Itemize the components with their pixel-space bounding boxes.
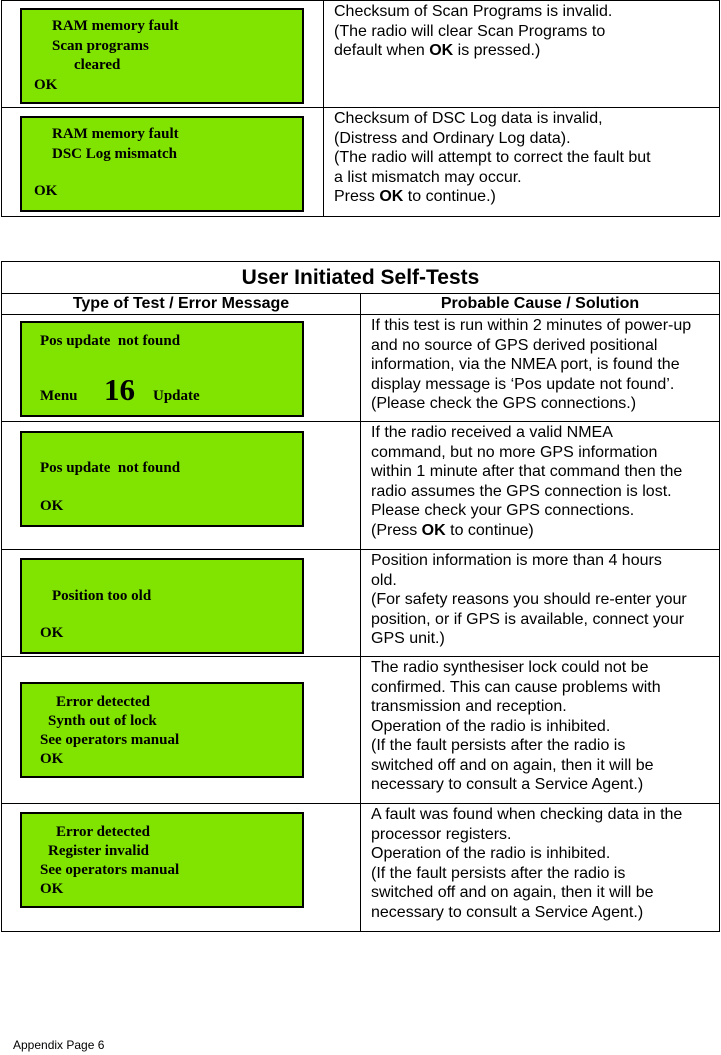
description-cell: Checksum of Scan Programs is invalid. (The radio will clear Scan Programs to default when OK is pressed.) [324,1,720,108]
self-tests-table [1,261,720,932]
lcd-display [20,8,304,104]
lcd-line: Synth out of lock [48,713,157,729]
lcd-cell [2,422,361,550]
table-row [2,804,720,932]
lcd-line: Pos update not found [40,460,181,476]
table-row [2,550,720,657]
lcd-line: Position too old [52,588,152,604]
lcd-display [20,321,304,417]
description-cell: If the radio received a valid NMEA command, but no more GPS information within 1 minute after that command then the radio assumes the GPS connection is lost. Please check your GPS connections. (Press OK to continue) [361,422,720,550]
description-cell: If this test is run within 2 minutes of power-up and no source of GPS derived positional information, via the NMEA port, is found the display message is ‘Pos update not found’. (Please check the GPS connections.) [361,315,720,422]
description-cell: Checksum of DSC Log data is invalid, (Distress and Ordinary Log data). (The radio will attempt to correct the fault but a list mismatch may occur. Press OK to continue.) [324,108,720,217]
lcd-line: Register invalid [48,843,149,859]
lcd-display [20,682,304,778]
lcd-line: RAM memory fault [52,18,179,34]
table-row [2,1,720,108]
page-footer: Appendix Page 6 [13,1038,105,1052]
lcd-cell [2,550,361,657]
lcd-display [20,812,304,908]
table-header-row [2,294,720,315]
lcd-line: OK [40,625,64,641]
lcd-line: Pos update not found [40,333,181,349]
lcd-display [20,116,304,212]
lcd-line: DSC Log mismatch [52,146,178,162]
lcd-line: See operators manual [40,732,180,748]
lcd-line: OK [40,498,64,514]
lcd-cell [2,1,324,108]
fault-table-top [1,0,720,217]
table-row [2,108,720,217]
lcd-line: Error detected [56,694,150,710]
lcd-display [20,431,304,527]
lcd-line: OK [40,751,64,767]
channel-number: 16 [104,372,135,407]
table-title-row [2,262,720,294]
lcd-line: Update [153,388,200,404]
lcd-line: Menu [40,388,78,404]
lcd-line: OK [34,77,58,93]
lcd-cell [2,108,324,217]
table-row [2,422,720,550]
column-header-test: Type of Test / Error Message [2,294,361,315]
lcd-line: OK [40,881,64,897]
lcd-line: See operators manual [40,862,180,878]
lcd-line: RAM memory fault [52,126,179,142]
lcd-cell [2,804,361,932]
description-cell: Position information is more than 4 hours old. (For safety reasons you should re-enter your position, or if GPS is available, connect your GPS unit.) [361,550,720,657]
table-row [2,657,720,804]
lcd-cell [2,315,361,422]
description-cell: The radio synthesiser lock could not be confirmed. This can cause problems with transmission and reception. Operation of the radio is inhibited. (If the fault persists after the radio is switched off and on again, then it will be necessary to consult a Service Agent.) [361,657,720,804]
lcd-cell [2,657,361,804]
table-row [2,315,720,422]
description-cell: A fault was found when checking data in the processor registers. Operation of the radio is inhibited. (If the fault persists after the radio is switched off and on again, then it will be necessary to consult a Service Agent.) [361,804,720,932]
lcd-line: Scan programs [52,38,149,54]
table-title: User Initiated Self-Tests [2,262,720,294]
column-header-cause: Probable Cause / Solution [361,294,720,315]
lcd-line: Error detected [56,824,150,840]
lcd-line: OK [34,183,58,199]
lcd-display [20,558,304,654]
lcd-line: cleared [74,57,121,73]
